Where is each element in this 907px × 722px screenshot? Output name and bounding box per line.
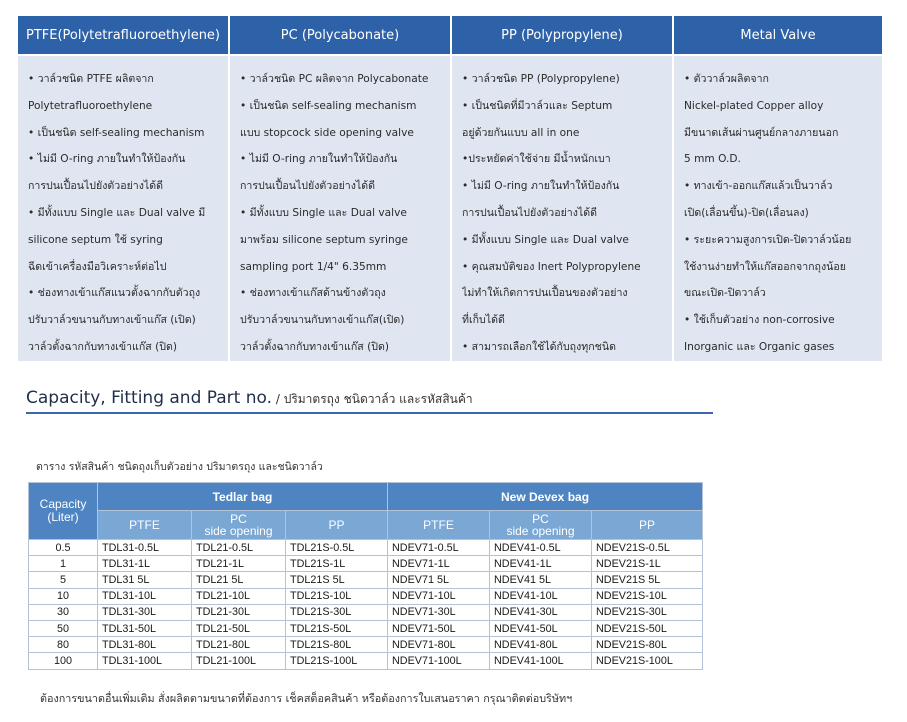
feature-line: • คุณสมบัติของ Inert Polypropylene xyxy=(462,260,641,273)
part-number-cell: NDEV41-10L xyxy=(490,588,592,604)
part-number-cell: TDL31-30L xyxy=(98,604,192,620)
table-caption: ตาราง รหัสสินค้า ชนิดถุงเก็บตัวอย่าง ปริมาตรถุง และชนิดวาล์ว xyxy=(36,461,323,473)
column-body xyxy=(674,56,882,361)
part-number-cell: NDEV71-50L xyxy=(388,620,490,636)
part-number-cell: NDEV21S-80L xyxy=(592,637,703,653)
part-number-cell: TDL21-0.5L xyxy=(192,540,286,556)
feature-line: •ประหยัดค่าใช้จ่าย มีน้ำหนักเบา xyxy=(462,153,611,166)
part-number-cell: NDEV21S-1L xyxy=(592,556,703,572)
feature-line: • เป็นชนิด self-sealing mechanism xyxy=(28,126,205,139)
part-number-cell: NDEV41 5L xyxy=(490,572,592,588)
part-number-cell: NDEV71-80L xyxy=(388,637,490,653)
feature-line: sampling port 1/4" 6.35mm xyxy=(240,260,387,273)
valve-column-pc xyxy=(230,16,450,361)
part-number-cell: TDL21S-80L xyxy=(286,637,388,653)
part-number-cell: NDEV41-1L xyxy=(490,556,592,572)
feature-line: Polytetrafluoroethylene xyxy=(28,99,153,112)
part-number-cell: TDL31 5L xyxy=(98,572,192,588)
capacity-cell: 1 xyxy=(29,556,98,572)
part-number-cell: NDEV41-80L xyxy=(490,637,592,653)
sub-header: PTFE xyxy=(388,511,490,540)
feature-line: เปิด(เลื่อนขึ้น)-ปิด(เลื่อนลง) xyxy=(684,206,809,219)
part-number-cell: TDL21S-50L xyxy=(286,620,388,636)
part-number-cell: NDEV41-100L xyxy=(490,653,592,669)
feature-line: • เป็นชนิดที่มีวาล์วและ Septum xyxy=(462,99,613,112)
part-number-cell: TDL31-100L xyxy=(98,653,192,669)
part-number-cell: NDEV21S-30L xyxy=(592,604,703,620)
part-number-cell: TDL21S-10L xyxy=(286,588,388,604)
feature-line: การปนเปื้อนไปยังตัวอย่างได้ดี xyxy=(28,180,164,193)
part-number-cell: TDL21-80L xyxy=(192,637,286,653)
part-number-cell: NDEV71-30L xyxy=(388,604,490,620)
feature-line: มีขนาดเส้นผ่านศูนย์กลางภายนอก xyxy=(684,126,839,139)
feature-line: อยู่ด้วยกันแบบ all in one xyxy=(462,126,580,139)
table-row xyxy=(29,637,703,653)
part-number-cell: NDEV71-100L xyxy=(388,653,490,669)
feature-line: Nickel-plated Copper alloy xyxy=(684,99,824,112)
part-number-cell: TDL21 5L xyxy=(192,572,286,588)
part-number-cell: NDEV71 5L xyxy=(388,572,490,588)
feature-line: • วาล์วชนิด PTFE ผลิตจาก xyxy=(28,73,154,85)
part-number-cell: NDEV21S-100L xyxy=(592,653,703,669)
column-body xyxy=(18,56,228,361)
footer-note: ต้องการขนาดอื่นเพิ่มเติม สั่งผลิตตามขนาดที่ต้องการ เช็คสต็อคสินค้า หรือต้องการใบเสนอราคา กรุณาติดต่อบริษัทฯ xyxy=(40,692,573,705)
section-divider xyxy=(26,412,713,414)
feature-line: • ไม่มี O-ring ภายในทำให้ป้องกัน xyxy=(240,153,398,166)
part-number-cell: NDEV21S-50L xyxy=(592,620,703,636)
capacity-header: Capacity (Liter) xyxy=(29,483,98,540)
feature-line: การปนเปื้อนไปยังตัวอย่างได้ดี xyxy=(240,180,376,193)
table-row xyxy=(29,572,703,588)
feature-line: แบบ stopcock side opening valve xyxy=(240,126,414,139)
feature-line: • ระยะความสูงการเปิด-ปิดวาล์วน้อย xyxy=(684,233,852,246)
sub-header: PTFE xyxy=(98,511,192,540)
table-row xyxy=(29,540,703,556)
column-header: PTFE(Polytetrafluoroethylene) xyxy=(18,16,228,54)
feature-line: • ไม่มี O-ring ภายในทำให้ป้องกัน xyxy=(462,180,620,193)
part-number-cell: TDL21-10L xyxy=(192,588,286,604)
part-number-cell: TDL21S-1L xyxy=(286,556,388,572)
feature-line: • มีทั้งแบบ Single และ Dual valve xyxy=(462,233,629,246)
table-row xyxy=(29,604,703,620)
capacity-cell: 0.5 xyxy=(29,540,98,556)
feature-line: ใช้งานง่ายทำให้แก๊สออกจากถุงน้อย xyxy=(684,260,846,273)
column-body xyxy=(452,56,672,361)
column-header: PP (Polypropylene) xyxy=(452,16,672,54)
feature-line: • มีทั้งแบบ Single และ Dual valve xyxy=(240,206,407,219)
valve-column-ptfe xyxy=(18,16,228,361)
feature-line: • วาล์วชนิด PP (Polypropylene) xyxy=(462,73,620,85)
part-number-cell: TDL21-30L xyxy=(192,604,286,620)
section-title xyxy=(26,388,473,409)
sub-header: PP xyxy=(592,511,703,540)
table-row xyxy=(29,556,703,572)
feature-line: • ทางเข้า-ออกแก๊สแล้วเป็นวาล์ว xyxy=(684,180,833,193)
sub-header: PP xyxy=(286,511,388,540)
part-number-cell: TDL21S-30L xyxy=(286,604,388,620)
part-number-cell: TDL31-80L xyxy=(98,637,192,653)
valve-comparison-table xyxy=(18,16,882,360)
capacity-cell: 30 xyxy=(29,604,98,620)
part-number-cell: TDL21S 5L xyxy=(286,572,388,588)
feature-line: • สามารถเลือกใช้ได้กับถุงทุกชนิด xyxy=(462,340,616,353)
feature-line: วาล์วตั้งฉากกับทางเข้าแก๊ส (ปิด) xyxy=(28,340,177,353)
column-body xyxy=(230,56,450,361)
part-number-cell: TDL21-1L xyxy=(192,556,286,572)
feature-line: 5 mm O.D. xyxy=(684,153,741,166)
column-header: PC (Polycabonate) xyxy=(230,16,450,54)
part-number-cell: NDEV71-10L xyxy=(388,588,490,604)
part-number-cell: NDEV21S 5L xyxy=(592,572,703,588)
feature-line: ปรับวาล์วขนานกับทางเข้าแก๊ส(เปิด) xyxy=(240,314,405,327)
valve-column-metal xyxy=(674,16,882,361)
part-number-cell: TDL31-1L xyxy=(98,556,192,572)
capacity-cell: 50 xyxy=(29,620,98,636)
feature-line: ที่เก็บได้ดี xyxy=(462,314,505,327)
feature-line: วาล์วตั้งฉากกับทางเข้าแก๊ส (ปิด) xyxy=(240,340,389,353)
capacity-cell: 10 xyxy=(29,588,98,604)
group-header-devex: New Devex bag xyxy=(388,483,703,511)
part-number-cell: TDL31-0.5L xyxy=(98,540,192,556)
feature-line: • มีทั้งแบบ Single และ Dual valve มี xyxy=(28,206,206,219)
capacity-cell: 80 xyxy=(29,637,98,653)
table-row xyxy=(29,588,703,604)
part-number-cell: TDL21S-0.5L xyxy=(286,540,388,556)
valve-column-pp xyxy=(452,16,672,361)
feature-line: • ช่องทางเข้าแก๊สแนวตั้งฉากกับตัวถุง xyxy=(28,287,201,300)
part-number-table xyxy=(28,482,703,670)
part-number-cell: NDEV71-0.5L xyxy=(388,540,490,556)
sub-header: PC side opening xyxy=(192,511,286,540)
part-number-cell: TDL31-50L xyxy=(98,620,192,636)
feature-line: • ตัววาล์วผลิตจาก xyxy=(684,73,769,85)
section-title-th: / ปริมาตรถุง ชนิดวาล์ว และรหัสสินค้า xyxy=(272,392,473,406)
feature-line: ปรับวาล์วขนานกับทางเข้าแก๊ส (เปิด) xyxy=(28,314,196,327)
part-number-cell: TDL31-10L xyxy=(98,588,192,604)
part-number-cell: NDEV41-0.5L xyxy=(490,540,592,556)
section-title-en: Capacity, Fitting and Part no. xyxy=(26,388,273,408)
capacity-cell: 100 xyxy=(29,653,98,669)
feature-line: silicone septum ใช้ syring xyxy=(28,233,163,246)
part-number-cell: NDEV41-30L xyxy=(490,604,592,620)
feature-line: • ใช้เก็บตัวอย่าง non-corrosive xyxy=(684,314,835,327)
feature-line: การปนเปื้อนไปยังตัวอย่างได้ดี xyxy=(462,206,598,219)
feature-line: ฉีดเข้าเครื่องมือวิเคราะห์ต่อไป xyxy=(28,260,167,273)
feature-line: • ช่องทางเข้าแก๊สด้านข้างตัวถุง xyxy=(240,287,386,300)
sub-header: PC side opening xyxy=(490,511,592,540)
part-number-cell: NDEV21S-0.5L xyxy=(592,540,703,556)
table-row xyxy=(29,620,703,636)
feature-line: มาพร้อม silicone septum syringe xyxy=(240,233,408,246)
capacity-cell: 5 xyxy=(29,572,98,588)
group-header-tedlar: Tedlar bag xyxy=(98,483,388,511)
part-number-cell: TDL21S-100L xyxy=(286,653,388,669)
column-header: Metal Valve xyxy=(674,16,882,54)
part-number-cell: TDL21-100L xyxy=(192,653,286,669)
feature-line: ไม่ทำให้เกิดการปนเปื้อนของตัวอย่าง xyxy=(462,287,628,300)
part-number-cell: NDEV21S-10L xyxy=(592,588,703,604)
feature-line: ขณะเปิด-ปิดวาล์ว xyxy=(684,287,766,300)
table-row xyxy=(29,653,703,669)
feature-line: Inorganic และ Organic gases xyxy=(684,340,835,353)
feature-line: • เป็นชนิด self-sealing mechanism xyxy=(240,99,417,112)
feature-line: • วาล์วชนิด PC ผลิตจาก Polycabonate xyxy=(240,73,429,85)
part-number-cell: TDL21-50L xyxy=(192,620,286,636)
feature-line: • ไม่มี O-ring ภายในทำให้ป้องกัน xyxy=(28,153,186,166)
part-number-cell: NDEV41-50L xyxy=(490,620,592,636)
part-number-cell: NDEV71-1L xyxy=(388,556,490,572)
part-table-body xyxy=(29,540,703,670)
